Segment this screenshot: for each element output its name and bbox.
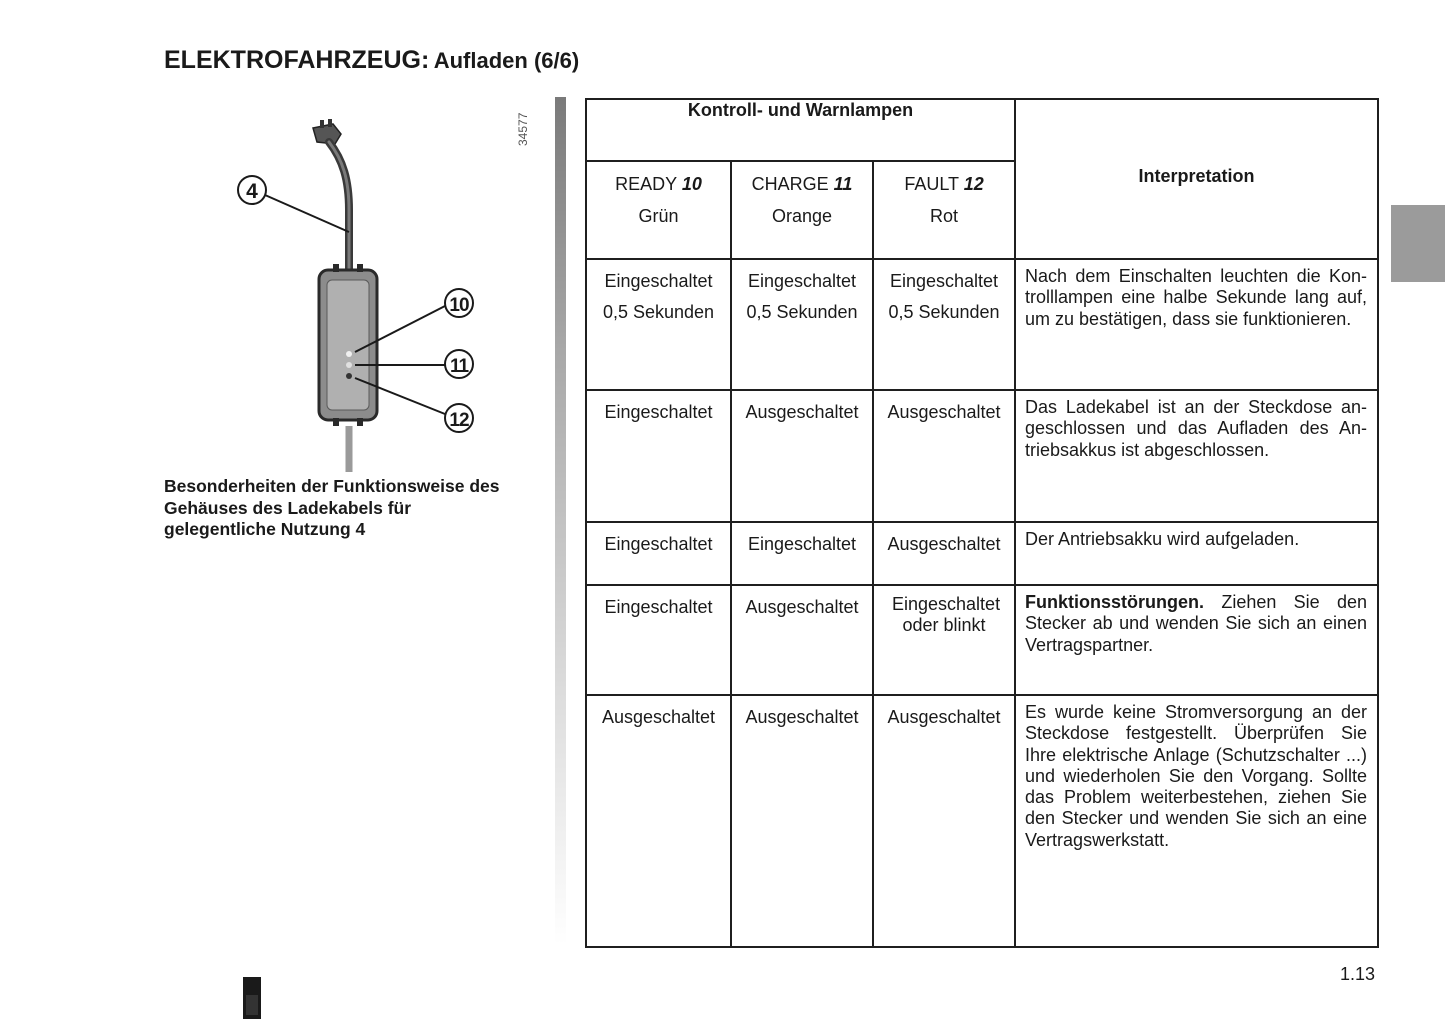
table-row: Eingeschaltet Ausgeschaltet Eingeschaltet oder blinkt Funktionsstörungen. Ziehen Sie den Stecker ab und wenden Sie sich an einen Vertragspartner. — [586, 585, 1378, 695]
column-divider — [555, 97, 566, 945]
interpretation-header: Interpretation — [1015, 99, 1378, 259]
svg-text:12: 12 — [449, 410, 469, 431]
figure-ref-code: 34577 — [516, 112, 530, 146]
table-row: Eingeschaltet Ausgeschaltet Ausgeschaltet Das Ladekabel ist an der Steckdose an-geschlossen und das Aufladen des An-triebsakkus ist abgeschlossen. — [586, 390, 1378, 522]
led-fault — [346, 373, 352, 379]
lamp-header-fault: FAULT 12 Rot — [873, 161, 1015, 259]
indicator-lights-table — [585, 98, 1379, 948]
page-title — [164, 46, 579, 75]
callout-4 — [238, 176, 266, 204]
svg-text:10: 10 — [449, 295, 469, 316]
page-number: 1.13 — [1340, 964, 1376, 984]
table-row: Ausgeschaltet Ausgeschaltet Ausgeschaltet Es wurde keine Stromversorgung an der Steckdose festgestellt. Überprüfen Sie Ihre elektrische Anlage (Schutzschalter ...) und wiederholen Sie den Vorgang. Sollte das Problem weiterbestehen, ziehen Sie den Stecker und wenden Sie sich an eine Vertragswerkstatt. — [586, 695, 1378, 947]
print-mark — [243, 977, 261, 1019]
callout-11 — [445, 350, 473, 378]
page-title-main: ELEKTROFAHRZEUG: — [164, 46, 430, 74]
lamps-group-header: Kontroll- und Warnlampen — [586, 99, 1015, 161]
table-row: Eingeschaltet 0,5 Sekunden Eingeschaltet 0,5 Sekunden Eingeschaltet 0,5 Sekunden Nach dem Einschalten leuchten die Kon-trolllampen eine halbe Sekunde lang auf, um zu bestätigen, dass sie funktionieren. — [586, 259, 1378, 390]
callout-12 — [445, 404, 473, 432]
charging-cable-figure — [225, 100, 545, 472]
svg-text:11: 11 — [449, 356, 469, 377]
figure-caption: Besonderheiten der Funktionsweise des Gehäuses des Ladekabels für gelegentliche Nutzung 4 — [164, 476, 500, 539]
svg-text:4: 4 — [246, 180, 258, 203]
callout-10 — [445, 289, 473, 317]
page-title-sub: Aufladen (6/6) — [433, 48, 580, 73]
lamp-header-ready: READY 10 Grün — [586, 161, 731, 259]
chapter-tab — [1391, 205, 1445, 282]
led-charge — [346, 362, 352, 368]
lamp-header-charge: CHARGE 11 Orange — [731, 161, 873, 259]
led-ready — [346, 351, 352, 357]
table-row: Eingeschaltet Eingeschaltet Ausgeschaltet Der Antriebsakku wird aufgeladen. — [586, 522, 1378, 585]
